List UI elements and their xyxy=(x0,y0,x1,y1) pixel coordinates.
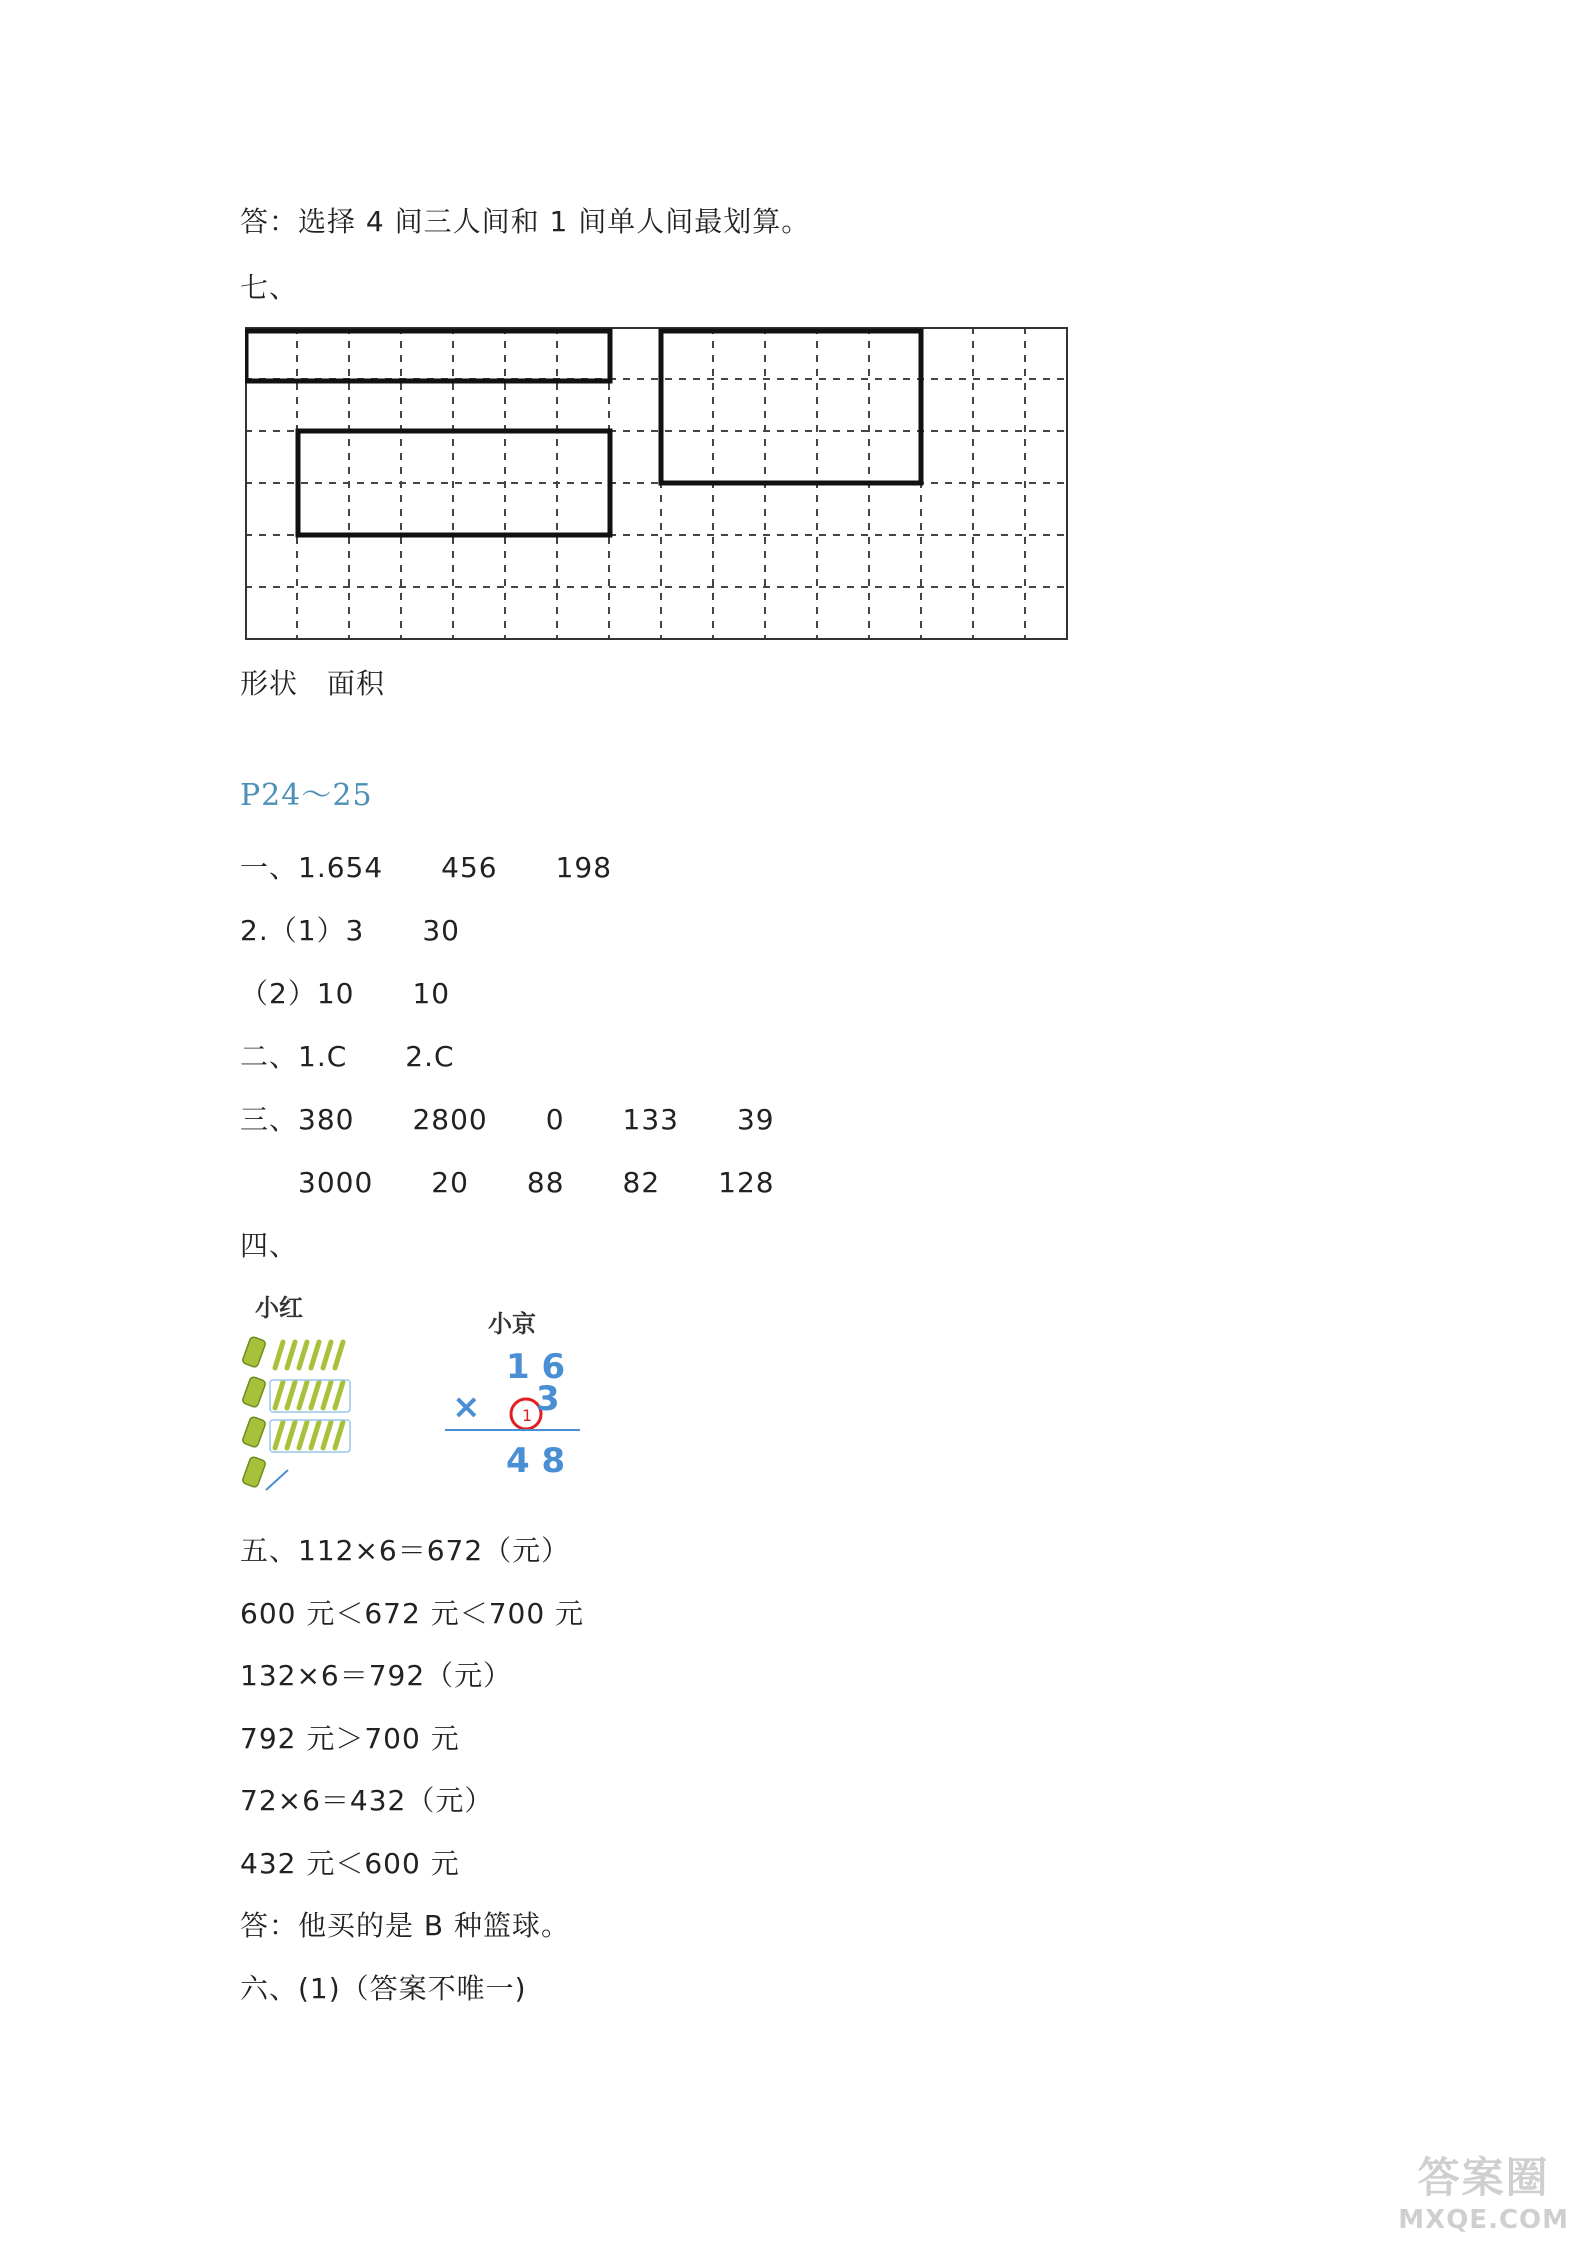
answer-line: 答：选择 4 间三人间和 1 间单人间最划算。 xyxy=(240,205,811,238)
calc-top-number: 1 6 xyxy=(506,1347,566,1387)
xiaojing-label: 小京 xyxy=(488,1310,536,1338)
answer-line: 3000 20 88 82 128 xyxy=(240,1166,775,1199)
answer-line: 六、(1)（答案不唯一) xyxy=(240,1972,527,2005)
method-comparison-figure xyxy=(230,1280,610,1520)
watermark-bottom: MXQE.COM xyxy=(1398,2205,1569,2235)
rectangle-a xyxy=(246,331,610,381)
carry-digit: 1 xyxy=(522,1406,533,1425)
stick-bundles-illustration xyxy=(242,1336,350,1490)
shape-area-label: 形状 面积 xyxy=(240,667,386,700)
answer-line: 432 元＜600 元 xyxy=(240,1847,460,1880)
calc-multiplier: 3 xyxy=(536,1379,560,1419)
answer-line: 792 元＞700 元 xyxy=(240,1722,460,1755)
calc-multiply-sign: × xyxy=(452,1387,481,1427)
watermark xyxy=(1398,2145,1569,2235)
dotted-grid-figure xyxy=(245,327,1075,642)
answer-line: 三、380 2800 0 133 39 xyxy=(240,1103,775,1136)
calc-result: 4 8 xyxy=(506,1441,566,1481)
rectangle-c xyxy=(661,331,921,483)
answer-line: 四、 xyxy=(240,1229,299,1262)
answer-line: 二、1.C 2.C xyxy=(240,1040,455,1073)
answer-line: 132×6＝792（元） xyxy=(240,1659,513,1692)
answer-line: 600 元＜672 元＜700 元 xyxy=(240,1597,585,1630)
section-heading: P24～25 xyxy=(240,778,373,813)
answer-line: （2）10 10 xyxy=(240,977,451,1010)
answer-line: 72×6＝432（元） xyxy=(240,1784,494,1817)
xiaohong-label: 小红 xyxy=(255,1294,303,1322)
watermark-top: 答案圈 xyxy=(1417,2153,1550,2202)
section-seven-label: 七、 xyxy=(240,271,299,304)
answer-line: 2.（1）3 30 xyxy=(240,914,460,947)
answer-line: 五、112×6＝672（元） xyxy=(240,1534,571,1567)
answer-line: 答：他买的是 B 种篮球。 xyxy=(240,1909,571,1942)
answer-line: 一、1.654 456 198 xyxy=(240,851,613,884)
